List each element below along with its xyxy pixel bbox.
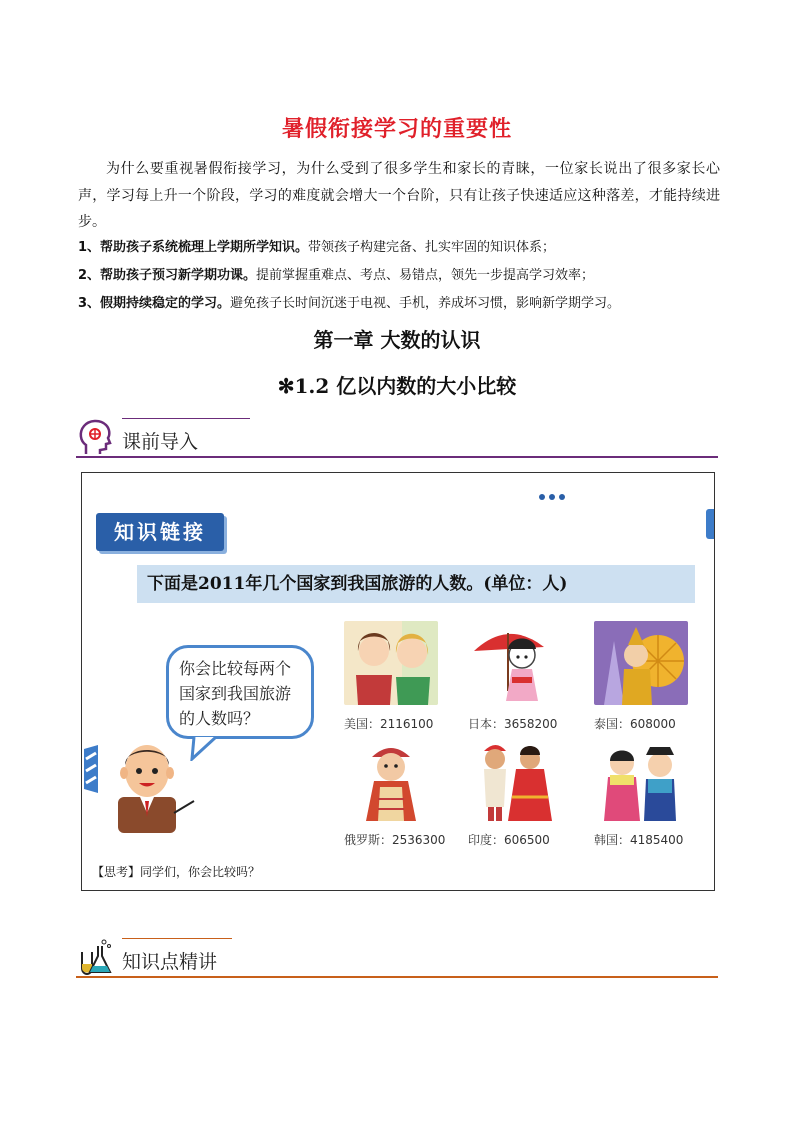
page-title: 暑假衔接学习的重要性 bbox=[281, 117, 512, 142]
thailand-label: 泰国：608000 bbox=[594, 717, 676, 731]
thailand-dancer-picture bbox=[594, 621, 688, 705]
india-label: 印度：606500 bbox=[468, 833, 550, 847]
japan-kimono-picture bbox=[468, 621, 562, 705]
point-3: 3、假期持续稳定的学习。避免孩子长时间沉迷于电视、手机，养成坏习惯，影响新学期学习。 bbox=[78, 296, 621, 311]
speech-bubble: 你会比较每两个国家到我国旅游的人数吗？ bbox=[166, 645, 314, 739]
knowledge-link-card bbox=[81, 472, 715, 891]
korea-label: 韩国：4185400 bbox=[594, 833, 684, 847]
intro-paragraph: 为什么要重视暑假衔接学习，为什么受到了很多学生和家长的青睐，一位家长说出了很多家长心声，学习每上升一个阶段，学习的难度就会增大一个台阶，只有让孩子快速适应这种落差，才能持续进步。 bbox=[78, 161, 720, 230]
decor-dots bbox=[532, 493, 572, 501]
pre-class-header bbox=[76, 418, 718, 458]
knowledge-label: 知识点精讲 bbox=[122, 951, 218, 973]
india-couple-picture bbox=[468, 737, 562, 821]
chapter-title: 第一章 大数的认识 bbox=[313, 328, 481, 352]
knowledge-badge: 知识链接 bbox=[96, 513, 224, 551]
russia-costume-picture bbox=[344, 737, 438, 821]
country-card-india bbox=[468, 737, 564, 848]
section-title: ✻1.2 亿以内数的大小比较 bbox=[277, 374, 517, 398]
lab-flask-icon bbox=[76, 938, 114, 978]
country-card-usa bbox=[344, 621, 440, 732]
info-banner: 下面是2011年几个国家到我国旅游的人数。(单位：人) bbox=[137, 565, 695, 603]
country-card-korea bbox=[594, 737, 690, 848]
point-2: 2、帮助孩子预习新学期功课。提前掌握重难点、考点、易错点，领先一步提高学习效率； bbox=[78, 268, 595, 283]
pre-class-label: 课前导入 bbox=[122, 431, 199, 453]
brain-head-icon bbox=[78, 418, 112, 456]
japan-label: 日本：3658200 bbox=[468, 717, 558, 731]
country-card-japan bbox=[468, 621, 564, 732]
korea-hanbok-picture bbox=[594, 737, 688, 821]
teacher-illustration bbox=[100, 735, 196, 835]
russia-label: 俄罗斯：2536300 bbox=[344, 833, 446, 847]
think-prompt: 【思考】同学们，你会比较吗？ bbox=[92, 865, 261, 879]
country-card-russia bbox=[344, 737, 446, 848]
point-1: 1、帮助孩子系统梳理上学期所学知识。带领孩子构建完备、扎实牢固的知识体系； bbox=[78, 240, 556, 255]
knowledge-header bbox=[76, 938, 718, 978]
usa-children-picture bbox=[344, 621, 438, 705]
country-card-thailand bbox=[594, 621, 690, 732]
usa-label: 美国：2116100 bbox=[344, 717, 434, 731]
decor-tab bbox=[706, 509, 715, 539]
